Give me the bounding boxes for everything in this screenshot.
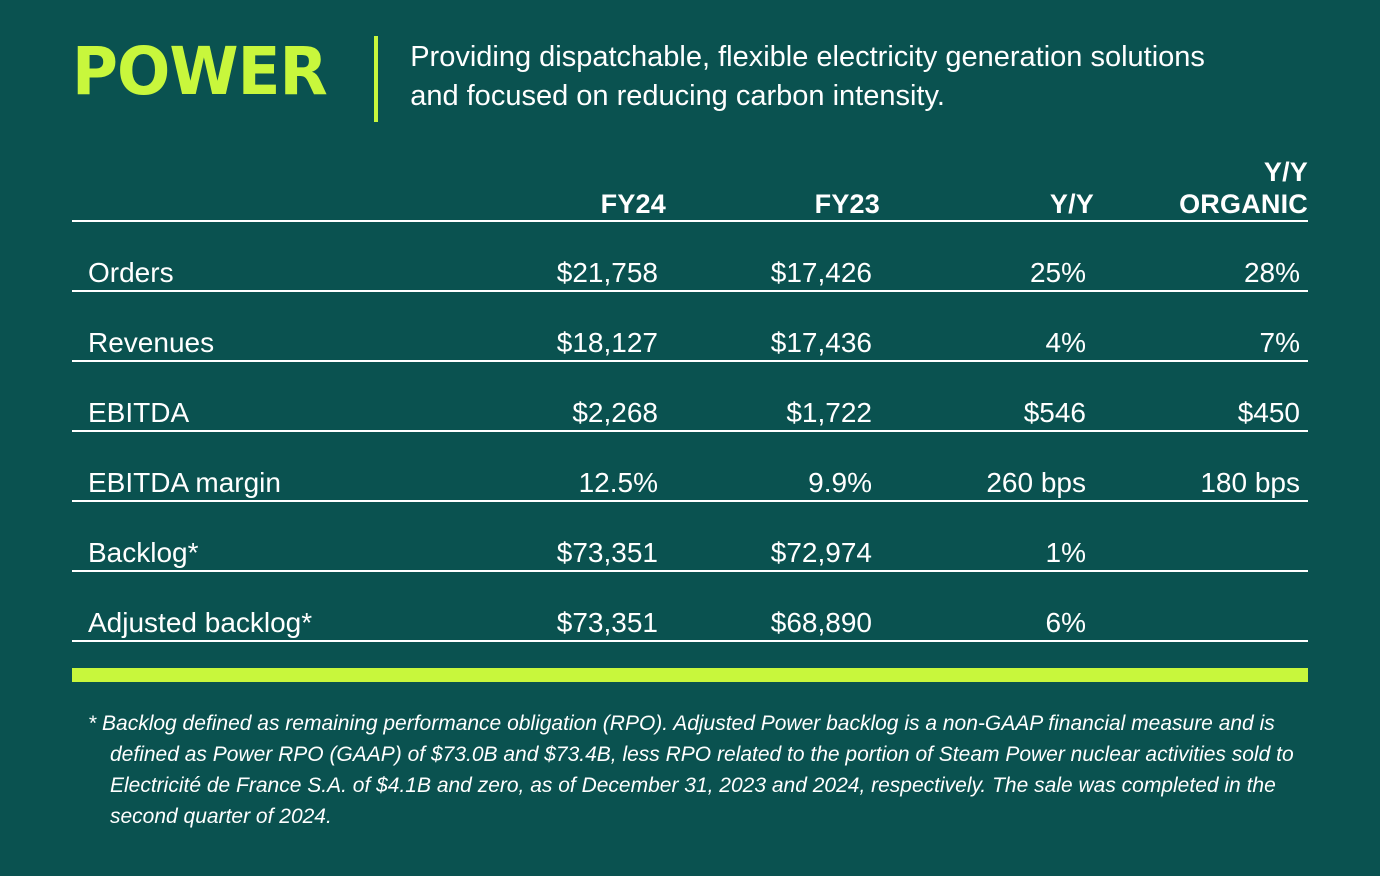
- cell-yoy: 260 bps: [880, 431, 1094, 501]
- slide-header: [72, 0, 1308, 132]
- table-row: [72, 571, 1308, 641]
- cell-yoy-organic: $450: [1094, 361, 1308, 431]
- row-label: Adjusted backlog*: [72, 571, 452, 641]
- table-header-row: [72, 156, 1308, 221]
- table-row: [72, 221, 1308, 291]
- column-header-yoy-organic-line2: ORGANIC: [1179, 189, 1308, 219]
- table-row: [72, 431, 1308, 501]
- cell-yoy: $546: [880, 361, 1094, 431]
- cell-fy23: $1,722: [666, 361, 880, 431]
- metrics-table-wrapper: [72, 156, 1308, 642]
- power-logo: POWER: [72, 33, 327, 110]
- cell-fy24: $21,758: [452, 221, 666, 291]
- footnote: [72, 708, 1298, 832]
- table-head: [72, 156, 1308, 221]
- cell-fy24: 12.5%: [452, 431, 666, 501]
- column-header-yoy: Y/Y: [1049, 189, 1094, 219]
- cell-yoy: 6%: [880, 571, 1094, 641]
- cell-yoy: 1%: [880, 501, 1094, 571]
- cell-yoy: 4%: [880, 291, 1094, 361]
- cell-yoy-organic: 28%: [1094, 221, 1308, 291]
- column-header-fy23: FY23: [814, 189, 880, 219]
- header-divider: [374, 36, 378, 122]
- cell-fy24: $73,351: [452, 501, 666, 571]
- cell-fy23: $68,890: [666, 571, 880, 641]
- column-header-fy24: FY24: [600, 189, 666, 219]
- cell-fy23: 9.9%: [666, 431, 880, 501]
- row-label: EBITDA: [72, 361, 452, 431]
- cell-yoy-organic: [1094, 501, 1308, 571]
- row-label: Orders: [72, 221, 452, 291]
- cell-fy23: $17,426: [666, 221, 880, 291]
- column-header-yoy-organic-line1: Y/Y: [1263, 157, 1308, 187]
- table-row: [72, 501, 1308, 571]
- row-label: Revenues: [72, 291, 452, 361]
- cell-fy23: $72,974: [666, 501, 880, 571]
- cell-fy24: $73,351: [452, 571, 666, 641]
- header-subtitle: Providing dispatchable, flexible electricity generation solutions and focused on reducing carbon intensity.: [410, 41, 1205, 112]
- table-row: [72, 291, 1308, 361]
- accent-bar: [72, 668, 1308, 682]
- cell-fy24: $18,127: [452, 291, 666, 361]
- table-body: [72, 221, 1308, 641]
- row-label: EBITDA margin: [72, 431, 452, 501]
- column-header-yoy-organic: [1094, 156, 1308, 221]
- column-header-metric: [72, 156, 452, 221]
- cell-yoy-organic: 180 bps: [1094, 431, 1308, 501]
- cell-yoy-organic: [1094, 571, 1308, 641]
- footnote-text: * Backlog defined as remaining performance obligation (RPO). Adjusted Power backlog is a non-GAAP financial measure and is defined as Power RPO (GAAP) of $73.0B and $73.4B, less RPO related to the portion of Steam Power nuclear activities sold to Electricité de France S.A. of $4.1B and zero, as of December 31, 2023 and 2024, respectively. The sale was completed in the second quarter of 2024.: [88, 712, 1294, 828]
- cell-fy24: $2,268: [452, 361, 666, 431]
- metrics-table: [72, 156, 1308, 642]
- row-label: Backlog*: [72, 501, 452, 571]
- table-row: [72, 361, 1308, 431]
- cell-yoy-organic: 7%: [1094, 291, 1308, 361]
- cell-yoy: 25%: [880, 221, 1094, 291]
- cell-fy23: $17,436: [666, 291, 880, 361]
